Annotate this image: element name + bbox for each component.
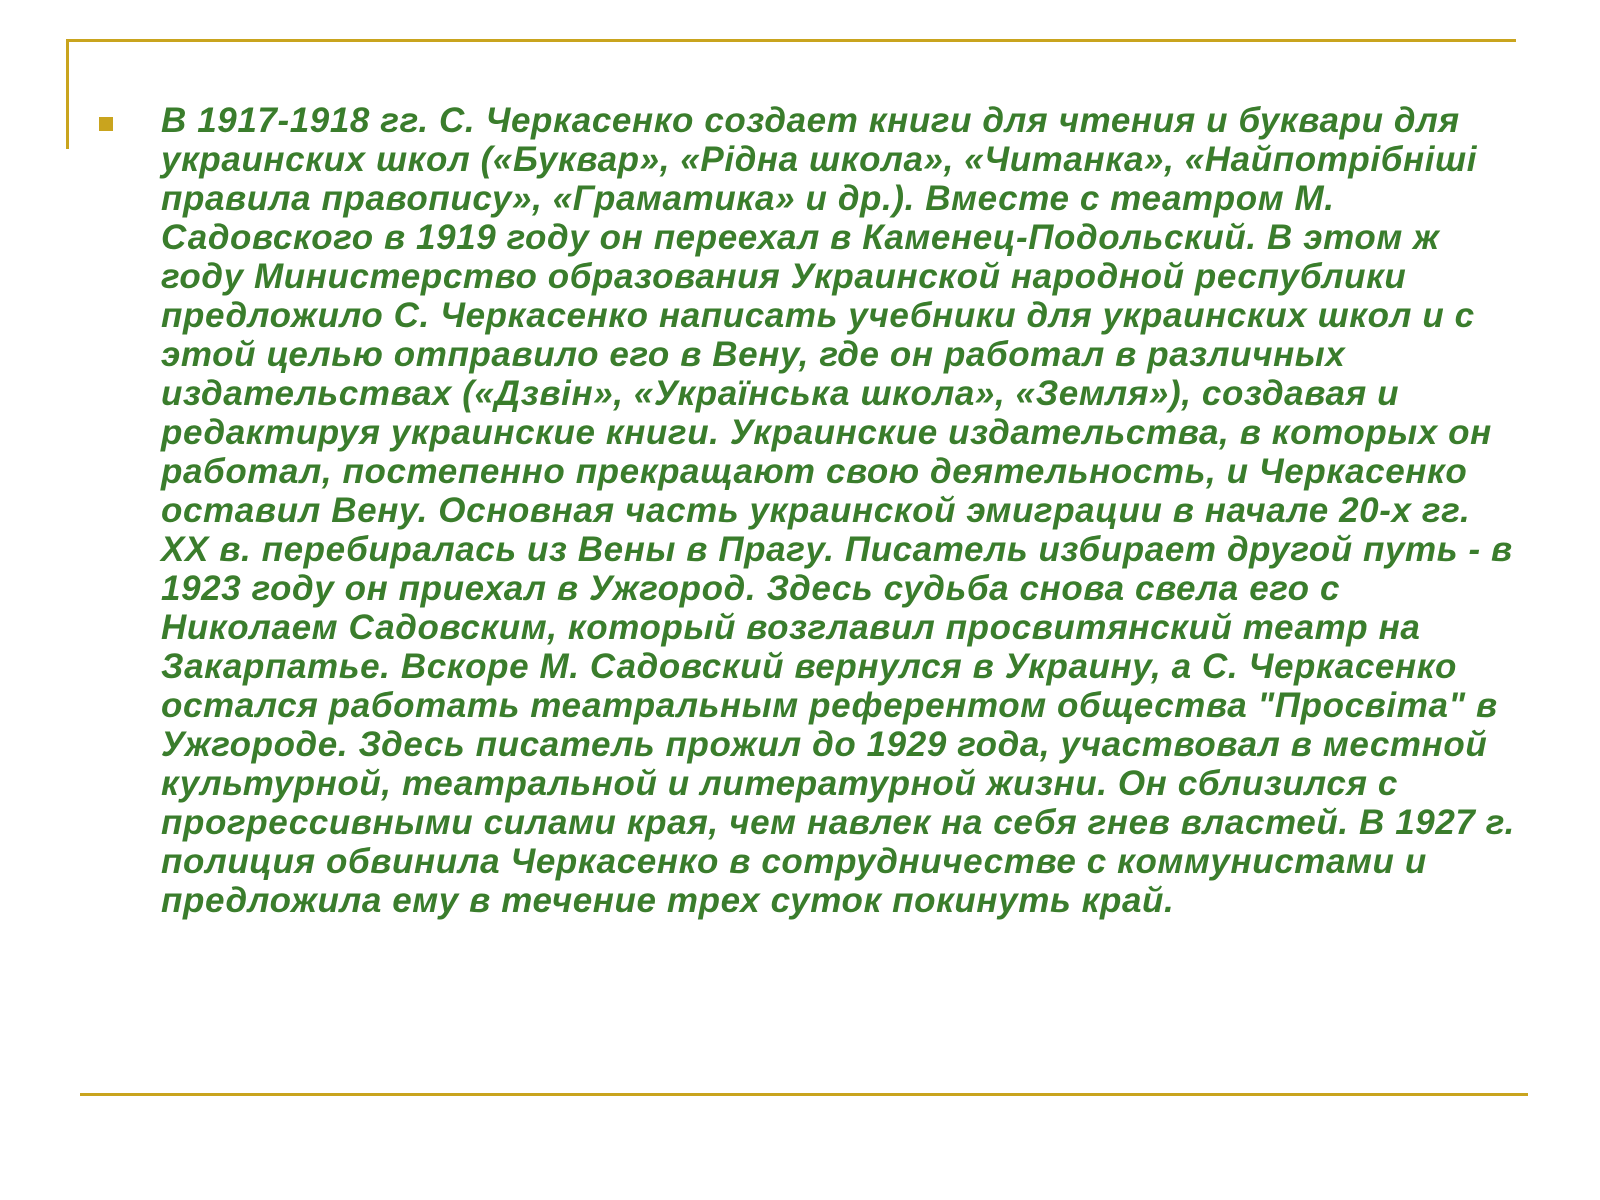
frame-left-line <box>66 39 69 149</box>
frame-top-line <box>68 39 1516 42</box>
slide-body-text: В 1917-1918 гг. С. Черкасенко создает книги для чтения и буквари для украинских школ («Буквар», «Рідна школа», «Читанка», «Найпотрібніші правила правопису», «Граматика» и др.). Вместе с театром М. Садовского в 1919 году он переехал в Каменец-Подольский. В этом ж году Министерство образования Украинской народной республики предложило С. Черкасенко написать учебники для украинских школ и с этой целью отправило его в Вену, где он работал в различных издательствах («Дзвін», «Українська школа», «Земля»), создавая и редактируя украинские книги. Украинские издательства, в которых он работал, постепенно прекращают свою деятельность, и Черкасенко оставил Вену. Основная часть украинской эмиграции в начале 20-х гг. XX в. перебиралась из Вены в Прагу. Писатель избирает другой путь - в 1923 году он приехал в Ужгород. Здесь судьба снова свела его с Николаем Садовским, который возглавил просвитянский театр на Закарпатье. Вскоре М. Садовский вернулся в Украину, а С. Черкасенко остался работать театральным референтом общества "Просвіта" в Ужгороде. Здесь писатель прожил до 1929 года, участвовал в местной культурной, театральной и литературной жизни. Он сблизился с прогрессивными силами края, чем навлек на себя гнев властей. В 1927 г. полиция обвинила Черкасенко в сотрудничестве с коммунистами и предложила ему в течение трех суток покинуть край. <box>161 101 1515 920</box>
frame-bottom-line <box>80 1093 1528 1096</box>
square-bullet-icon <box>99 117 113 131</box>
